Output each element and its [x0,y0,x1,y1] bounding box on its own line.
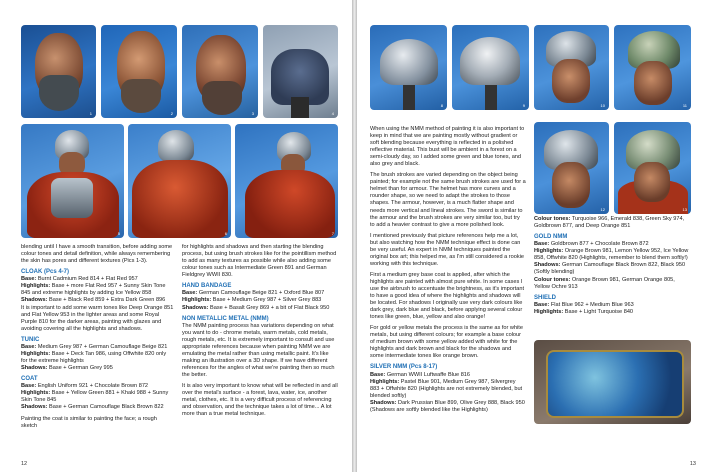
bandage-shadows: Shadows: Base + Basalt Grey 869 + a bit of Flat Black 950 [182,304,330,311]
stand-shape [291,97,309,118]
face-shape [634,61,672,105]
face-shape [552,162,590,208]
photo-helmet-8 [370,25,447,110]
tunic-shadows: Shadows: Base + German Grey 995 [21,365,113,372]
silver-shadows: Shadows: Dark Prussian Blue 899, Olive Grey 888, Black 950 (Shadows are softly blended like the Highlights) [370,399,525,413]
gold-shadows: Shadows: German Camouflage Black Brown 822, Black 950 (Softly blending) [534,262,686,276]
col2-intro-paragraph: for highlights and shadows and then starting the blending process, but using brush strokes like for the pointillism method to add as many textures as possible while also adding some colour tones such as Intermediate Green 891 and German Fieldgrey WWII 830. [182,244,337,279]
photo-helmet-face-12 [534,122,609,214]
shield-heading: SHIELD [534,294,557,301]
coat-base: Base: English Uniform 921 + Chocolate Brown 872 [21,383,149,390]
beard-shape [121,79,161,113]
nmm-paragraph-6: First a medium grey base coat is applied, after which the highlights are painted with almost pure white. In some cases I use the airbrush to accentuate the brightness, as it's important to have a good idea of where the highlights and shadows will be located. For shadows I originally use very dark colours like dark grey, dark blue and black, before applying several colour tones like green, blue, yellow and also orange! [370,271,525,321]
photo-number-13: 13 [682,207,687,212]
gold-highlights: Highlights: Orange Brown 981, Lemon Yellow 952, Ice Yellow 858, Offwhite 820 (Highlights, remember to blend them softly!) [534,248,689,262]
helmet-shape [158,130,194,162]
bandage-heading: HAND BANDAGE [182,283,232,290]
photo-number-10: 10 [600,103,605,108]
silver-base: Base: German WWII Luftwaffe Blue 816 [370,371,471,378]
cloak-shape [132,160,228,238]
photo-helmet-face-10 [534,25,609,110]
photo-number-2: 2 [170,111,173,116]
nmm-paragraph-5: I mentioned previously that picture references help me a lot, but also watching how the NMM technique effect is done can be very useful. An expert in NMM techniques painted the original box art; this helped me, as I'm still considered a rookie working with this technique. [370,232,525,267]
photo-number-1: 1 [89,111,92,116]
left-page [0,0,352,472]
photo-helmet-face-13 [614,122,691,214]
photo-face-2 [101,25,177,118]
right-column-1 [370,126,526,414]
photo-number-4: 4 [331,111,334,116]
silver-colour-tones: Colour tones: Turquoise 966, Emerald 838, Green Sky 974, Goldbrown 877, and Deep Orange 851 [534,216,685,230]
shield-base: Base: Flat Blue 962 + Medium Blue 963 [534,301,634,308]
cloak-base: Base: Burnt Cadmium Red 814 + Flat Red 957 [21,276,138,283]
photo-bust-back-4 [263,25,338,118]
page-number-left: 12 [21,461,28,467]
tunic-heading: TUNIC [21,336,40,343]
nmm-paragraph-1: The NMM painting process has variations depending on what you want to do - chrome metals, warm metals, cold metals, rough metals, etc. It is extremely important to consult and use appropriate references because when painting NMM we are emulating the metal rather than using metallic paint. It's like making an illustration over a 3D shape. If we have different references for the angles of what we're painting then so much the better. [182,322,335,379]
left-column-1 [21,244,174,434]
page-number-right: 13 [689,461,696,467]
cloak-text: It is important to add some warm tones like Deep Orange 851 and Flat Yellow 953 in the lighter areas and some Royal Purple 810 for the darker areas, painting with glazes and avoiding covering all the highlights and shadows. [21,304,174,332]
armour-shape [51,178,93,218]
stand-shape [403,85,415,110]
tunic-highlights: Highlights: Base + Deck Tan 986, using Offwhite 820 only for the extreme highlights [21,350,167,365]
photo-number-11: 11 [682,103,687,108]
nmm-paragraph-3: When using the NMM method of painting it is also important to keep in mind that we are painting mostly without gradient or soft blending because everything is reflected in a polished reflective material. This bust will be ambient in a forest on a semi-cloudy day, so I added some green and blue tones, and also grey and black. [370,126,525,168]
bandage-base: Base: German Camouflage Beige 821 + Oxford Blue 807 [182,290,325,297]
face-shape [552,59,590,103]
photo-face-3 [182,25,258,118]
gold-heading: GOLD NMM [534,234,568,241]
beard-shape [39,75,79,111]
right-page [357,0,709,472]
cloak-shadows: Shadows: Base + Black Red 859 + Extra Dark Green 896 [21,297,166,304]
gold-base: Base: Goldbrown 877 + Chocolate Brown 872 [534,241,649,248]
coat-highlights: Highlights: Base + Yellow Green 881 + Khaki 988 + Sunny Skin Tone 845 [21,390,169,404]
photo-bust-6 [128,124,231,238]
photo-number-6: 6 [224,231,227,236]
gold-colour-tones: Colour tones: Orange Brown 981, German Orange 805, Yellow Ochre 913 [534,276,675,290]
silver-highlights: Highlights: Pastel Blue 901, Medium Grey 987, Silvergrey 883 + Offwhite 820 (Highlights are not extremely blended, but blended softly) [370,378,523,399]
shield-highlights: Highlights: Base + Light Turquoise 840 [534,308,634,315]
helmet-shape [380,39,438,85]
beard-shape [202,81,242,115]
left-column-2 [182,244,338,422]
photo-face-1 [21,25,96,118]
photo-helmet-face-11 [614,25,691,110]
outro-paragraph: Painting the coat is similar to painting the face; a rough sketch [21,415,157,429]
helmet-shape [460,37,520,85]
photo-number-9: 9 [522,103,525,108]
nmm-paragraph-2: It is also very important to know what will be reflected in and all over the metal's surface - a forest, lava, water, ice, another metal, clothes, etc. It is a very difficult process of referencing and observation, and the technique takes a lot of time... A lot more than a true metal technique. [182,383,338,418]
stand-shape [485,85,497,110]
bandage-highlights: Highlights: Base + Medium Grey 987 + Silver Grey 883 [182,297,322,304]
nmm-paragraph-7: For gold or yellow metals the process is the same as for white metals, but using different colours; for example a base colour of medium brown with some yellow added with white for the highlights and dark brown and black for the shadows and some intermediate tones like orange brown. [370,325,523,360]
photo-number-7: 7 [331,231,334,236]
photo-bust-7 [235,124,338,238]
cloak-shape [245,170,335,238]
coat-heading: COAT [21,376,38,383]
nmm-paragraph-4: The brush strokes are varied depending on the object being painted; for example not the same brush strokes are used for a helmet than for armour. The helmet has more curves and a rounder shape, so we need to adapt the strokes to those shapes. The armour, however, is a much flatter shape and needs more vertical and lineal strokes. The sword is similar to the armour and the brush strokes are very similar too, but try to add a heavier contrast to give a more polished look. [370,172,526,228]
photo-number-12: 12 [600,207,605,212]
photo-shield [534,340,691,424]
photo-helmet-9 [452,25,529,110]
silver-heading: SILVER NMM (Pcs 8-17) [370,364,438,371]
photo-number-8: 8 [440,103,443,108]
cloak-highlights: Highlights: Base + more Flat Red 957 + Sunny Skin Tone 845 and extreme highlights by adding Ice Yellow 858 [21,283,166,297]
tunic-base: Base: Medium Grey 987 + German Camouflage Beige 821 [21,343,168,350]
coat-shadows: Shadows: Base + German Camouflage Black Brown 822 [21,404,164,411]
photo-number-5: 5 [117,231,120,236]
photo-bust-5 [21,124,124,238]
face-shape [634,162,670,202]
nmm-heading: NON METALLIC METAL (NMM) [182,315,269,322]
cloak-heading: CLOAK (Pcs 4-7) [21,269,70,276]
photo-number-3: 3 [251,111,254,116]
right-column-2 [534,216,691,316]
intro-paragraph: blending until I have a smooth transition, before adding some colour tones and detail definition, while always remembering the skin has pores and different textures (Pics 1-3). [21,244,173,265]
shield-shape [546,350,684,418]
